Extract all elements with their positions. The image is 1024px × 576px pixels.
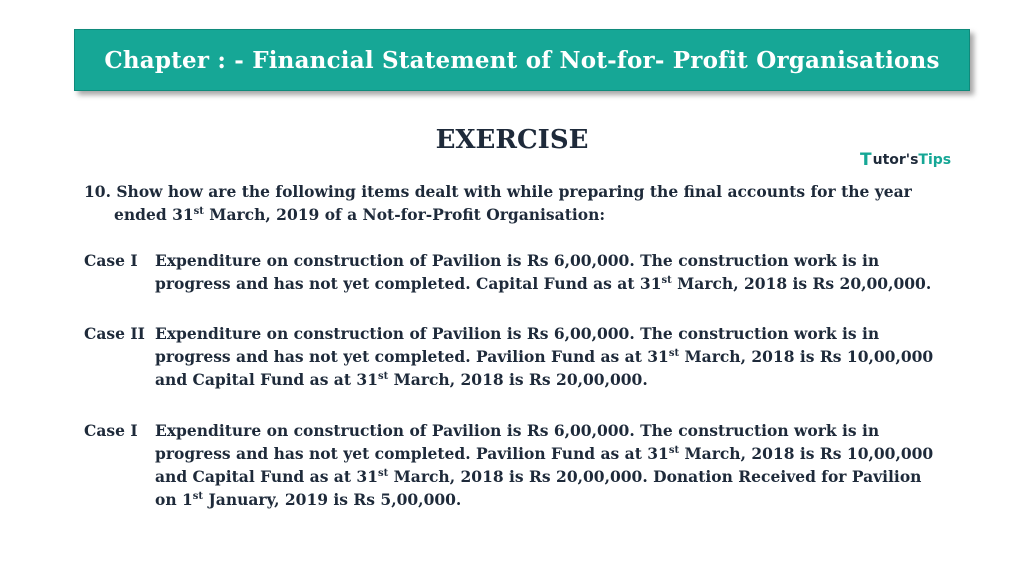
chapter-banner — [74, 29, 970, 91]
case-line: progress and has not yet completed. Pavilion Fund as at 31st March, 2018 is Rs 10,00,000 — [155, 347, 934, 366]
exercise-heading: EXERCISE — [435, 125, 589, 155]
question-text — [84, 180, 974, 226]
question-line2: ended 31st March, 2019 of a Not-for-Profit Organisation: — [114, 205, 606, 224]
logo-text-part1: utor's — [872, 152, 919, 168]
chapter-title: Chapter : - Financial Statement of Not-for- Profit Organisations — [104, 46, 940, 74]
case-body — [155, 419, 974, 511]
case-body — [155, 249, 974, 295]
question-line1: 10. Show how are the following items dealt with while preparing the final accounts for the year — [84, 182, 912, 201]
case-1 — [84, 249, 974, 295]
case-line: Expenditure on construction of Pavilion is Rs 6,00,000. The construction work is in — [155, 324, 880, 343]
case-body — [155, 322, 974, 391]
case-3 — [84, 419, 974, 511]
logo-t-icon: T — [860, 150, 872, 170]
case-line: progress and has not yet completed. Capital Fund as at 31st March, 2018 is Rs 20,00,000. — [155, 274, 932, 293]
case-line: on 1st January, 2019 is Rs 5,00,000. — [155, 490, 462, 509]
case-label: Case II — [84, 324, 145, 343]
case-label: Case I — [84, 251, 138, 270]
case-line: progress and has not yet completed. Pavilion Fund as at 31st March, 2018 is Rs 10,00,000 — [155, 444, 934, 463]
case-line: and Capital Fund as at 31st March, 2018 is Rs 20,00,000. Donation Received for Pavilion — [155, 467, 922, 486]
case-line: Expenditure on construction of Pavilion is Rs 6,00,000. The construction work is in — [155, 251, 880, 270]
tutors-tips-logo — [860, 150, 951, 170]
case-label: Case I — [84, 421, 138, 440]
case-2 — [84, 322, 974, 391]
case-line: and Capital Fund as at 31st March, 2018 is Rs 20,00,000. — [155, 370, 648, 389]
logo-text-part2: Tips — [918, 152, 952, 168]
case-line: Expenditure on construction of Pavilion is Rs 6,00,000. The construction work is in — [155, 421, 880, 440]
